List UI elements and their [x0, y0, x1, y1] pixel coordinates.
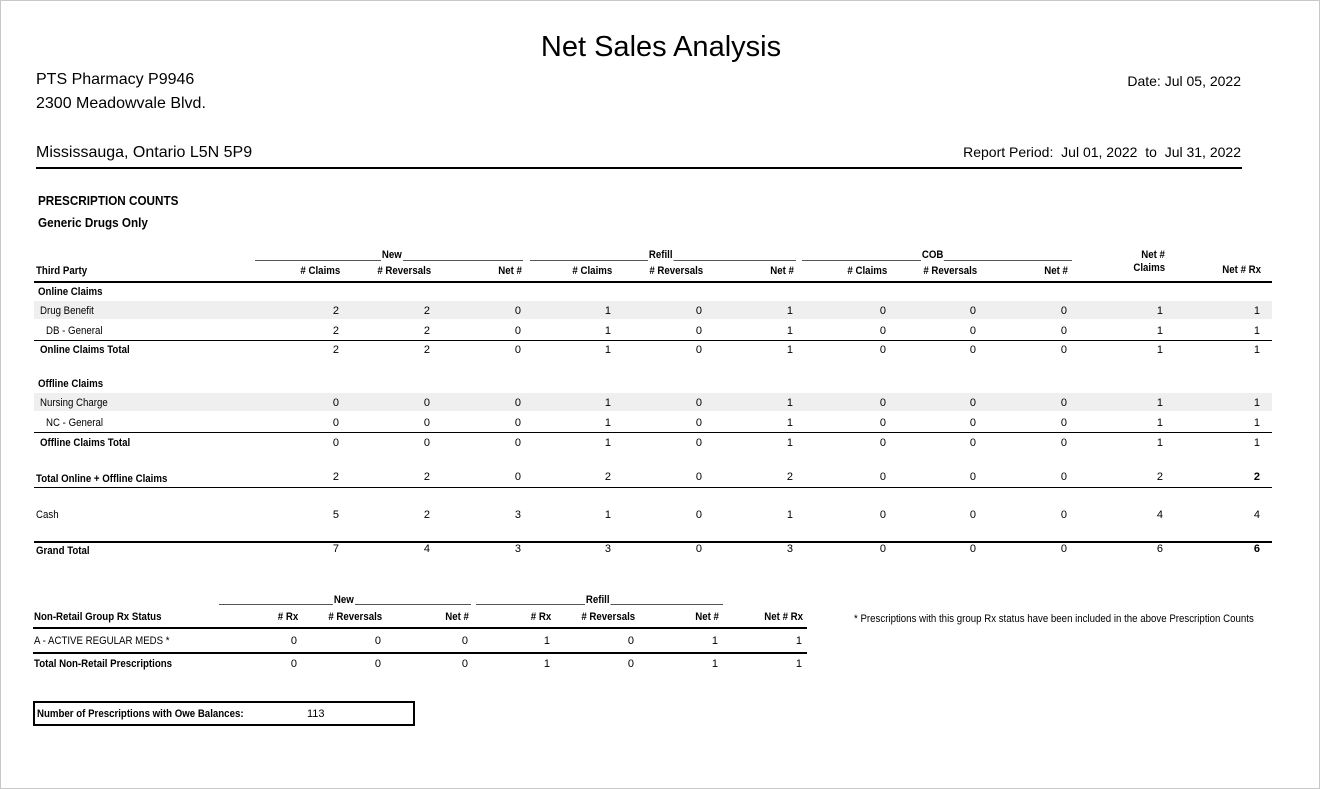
nr-table-cell: 1 — [795, 635, 802, 647]
table-cell: 0 — [695, 397, 702, 409]
table-cell: 0 — [1060, 471, 1067, 483]
nr-table-cell: 0 — [374, 635, 381, 647]
table-cell: 1 — [786, 437, 793, 449]
table-cell: 0 — [969, 417, 976, 429]
table-cell: 0 — [695, 305, 702, 317]
table-cell: 1 — [604, 417, 611, 429]
row-label: Drug Benefit — [40, 305, 94, 317]
table-cell: 0 — [969, 509, 976, 521]
col-header-6: # Claims — [847, 265, 887, 277]
table-cell: 0 — [332, 417, 339, 429]
row-divider — [34, 432, 1272, 433]
nr-table-cell: 0 — [461, 635, 468, 647]
table-cell: 2 — [332, 344, 339, 356]
table-cell: 0 — [695, 437, 702, 449]
table-cell: 2 — [1156, 471, 1163, 483]
report-period — [963, 144, 1241, 160]
table-cell: 2 — [423, 509, 430, 521]
row-label: Grand Total — [36, 545, 90, 557]
row-divider — [34, 340, 1272, 341]
col-header-third-party: Third Party — [36, 265, 88, 277]
pharmacy-address: 2300 Meadowvale Blvd. — [36, 95, 206, 112]
report-date: Date: Jul 05, 2022 — [1127, 73, 1241, 89]
nr-col-header-status: Non-Retail Group Rx Status — [34, 611, 162, 623]
table-cell: 0 — [695, 471, 702, 483]
table-cell: 0 — [423, 397, 430, 409]
table-cell: 1 — [786, 417, 793, 429]
row-divider — [34, 541, 1272, 543]
row-label: Total Online + Offline Claims — [36, 473, 168, 485]
table-cell: 0 — [695, 417, 702, 429]
table-cell: 6 — [1156, 543, 1163, 555]
period-to: Jul 31, 2022 — [1164, 144, 1241, 160]
section-heading: PRESCRIPTION COUNTS — [38, 193, 179, 208]
nr-col-header-5: Net # — [695, 611, 719, 623]
table-cell: 0 — [969, 397, 976, 409]
table-cell: 2 — [423, 325, 430, 337]
table-cell: 1 — [1156, 325, 1163, 337]
table-cell: 4 — [1253, 509, 1260, 521]
table-cell: 0 — [695, 344, 702, 356]
nr-table-cell: 1 — [543, 635, 550, 647]
table-cell: 2 — [332, 305, 339, 317]
table-cell: 0 — [695, 509, 702, 521]
owe-balances-label: Number of Prescriptions with Owe Balances: — [37, 708, 244, 720]
table-cell: 0 — [879, 325, 886, 337]
table-cell: 1 — [1253, 305, 1260, 317]
table-cell: 1 — [604, 437, 611, 449]
table-cell: 1 — [1156, 305, 1163, 317]
table-cell: 1 — [786, 325, 793, 337]
table-cell: 0 — [423, 437, 430, 449]
non-retail-footnote: * Prescriptions with this group Rx status have been included in the above Prescription Counts — [854, 613, 1254, 625]
nr-table-cell: 0 — [461, 658, 468, 670]
table-cell: 2 — [423, 471, 430, 483]
owe-balances-value: 113 — [307, 708, 325, 720]
table-cell: 1 — [604, 509, 611, 521]
table-cell: 0 — [514, 471, 521, 483]
col-header-0: # Claims — [300, 265, 340, 277]
table-cell: 0 — [1060, 509, 1067, 521]
group-header-0: New — [381, 249, 402, 261]
nr-table-cell: 0 — [627, 635, 634, 647]
col-header-7: # Reversals — [923, 265, 977, 277]
table-cell: 0 — [969, 471, 976, 483]
offline-claims-heading: Offline Claims — [38, 378, 104, 390]
table-cell: 0 — [695, 325, 702, 337]
table-cell: 0 — [514, 417, 521, 429]
nr-header-underline — [33, 627, 807, 629]
col-header-net-rx: Net # Rx — [1222, 264, 1261, 276]
table-cell: 0 — [879, 417, 886, 429]
table-cell: 3 — [514, 509, 521, 521]
nr-col-header-2: Net # — [445, 611, 469, 623]
table-cell: 0 — [423, 417, 430, 429]
table-cell: 3 — [786, 543, 793, 555]
table-cell: 1 — [604, 397, 611, 409]
table-cell: 0 — [1060, 417, 1067, 429]
nr-row-label: Total Non-Retail Prescriptions — [34, 658, 173, 670]
pharmacy-city: Mississauga, Ontario L5N 5P9 — [36, 144, 253, 161]
table-cell: 2 — [332, 325, 339, 337]
table-cell: 1 — [1156, 344, 1163, 356]
table-cell: 0 — [1060, 397, 1067, 409]
table-cell: 3 — [604, 543, 611, 555]
table-cell: 0 — [514, 325, 521, 337]
table-cell: 0 — [879, 509, 886, 521]
nr-col-header-1: # Reversals — [328, 611, 382, 623]
table-cell: 0 — [969, 543, 976, 555]
nr-col-header-0: # Rx — [277, 611, 298, 623]
table-cell: 4 — [1156, 509, 1163, 521]
table-cell: 0 — [969, 305, 976, 317]
col-header-5: Net # — [770, 265, 794, 277]
table-cell: 0 — [332, 437, 339, 449]
table-cell: 0 — [879, 397, 886, 409]
table-cell: 0 — [514, 437, 521, 449]
nr-col-header-6: Net # Rx — [764, 611, 803, 623]
nr-table-cell: 0 — [627, 658, 634, 670]
table-cell: 0 — [969, 325, 976, 337]
nr-table-cell: 1 — [711, 658, 718, 670]
col-header-4: # Reversals — [649, 265, 703, 277]
header-divider — [36, 167, 1242, 169]
nr-table-cell: 0 — [290, 635, 297, 647]
table-cell: 0 — [879, 344, 886, 356]
section-subheading: Generic Drugs Only — [38, 215, 148, 230]
col-header-net-claims-2: Claims — [1133, 262, 1165, 274]
table-cell: 2 — [423, 344, 430, 356]
table-cell: 1 — [604, 344, 611, 356]
nr-col-header-4: # Reversals — [581, 611, 635, 623]
nr-col-header-3: # Rx — [530, 611, 551, 623]
table-cell: 1 — [1253, 344, 1260, 356]
table-cell: 1 — [1253, 325, 1260, 337]
table-cell: 0 — [1060, 325, 1067, 337]
table-cell: 0 — [514, 305, 521, 317]
table-cell: 2 — [786, 471, 793, 483]
table-cell: 0 — [879, 543, 886, 555]
table-cell: 0 — [1060, 305, 1067, 317]
period-from: Jul 01, 2022 — [1061, 144, 1138, 160]
table-cell: 0 — [1060, 344, 1067, 356]
online-claims-heading: Online Claims — [38, 286, 103, 298]
table-cell: 0 — [969, 344, 976, 356]
row-label: Offline Claims Total — [40, 437, 131, 449]
table-cell: 0 — [1060, 543, 1067, 555]
nr-group-header-0: New — [333, 594, 354, 606]
col-header-net-claims-1: Net # — [1141, 249, 1165, 261]
table-cell: 1 — [1156, 417, 1163, 429]
table-cell: 0 — [1060, 437, 1067, 449]
period-to-word: to — [1145, 144, 1157, 160]
table-cell: 2 — [1253, 471, 1260, 483]
col-header-1: # Reversals — [377, 265, 431, 277]
report-title: Net Sales Analysis — [540, 31, 782, 63]
period-label: Report Period: — [963, 144, 1054, 160]
header-underline — [34, 281, 1272, 283]
row-label: Online Claims Total — [40, 344, 130, 356]
table-cell: 1 — [786, 397, 793, 409]
col-header-3: # Claims — [572, 265, 612, 277]
table-cell: 0 — [514, 397, 521, 409]
table-cell: 1 — [1156, 437, 1163, 449]
group-header-2: COB — [921, 249, 944, 261]
table-cell: 1 — [1253, 417, 1260, 429]
table-cell: 3 — [514, 543, 521, 555]
table-cell: 0 — [332, 397, 339, 409]
table-cell: 2 — [604, 471, 611, 483]
col-header-8: Net # — [1044, 265, 1068, 277]
table-cell: 6 — [1253, 543, 1260, 555]
nr-row-label: A - ACTIVE REGULAR MEDS * — [34, 635, 170, 647]
table-cell: 2 — [332, 471, 339, 483]
row-label: Cash — [36, 509, 59, 521]
table-cell: 0 — [695, 543, 702, 555]
table-cell: 0 — [969, 437, 976, 449]
nr-table-cell: 1 — [795, 658, 802, 670]
col-header-2: Net # — [498, 265, 522, 277]
row-shade — [34, 393, 1272, 411]
row-shade — [34, 301, 1272, 319]
nr-row-divider — [33, 652, 807, 654]
nr-table-cell: 1 — [711, 635, 718, 647]
nr-table-cell: 0 — [290, 658, 297, 670]
table-cell: 0 — [514, 344, 521, 356]
table-cell: 0 — [879, 437, 886, 449]
row-divider — [34, 487, 1272, 488]
row-label: NC - General — [46, 417, 104, 429]
table-cell: 1 — [1253, 437, 1260, 449]
group-header-1: Refill — [648, 249, 673, 261]
nr-table-cell: 0 — [374, 658, 381, 670]
table-cell: 1 — [1253, 397, 1260, 409]
nr-group-header-1: Refill — [585, 594, 610, 606]
table-cell: 1 — [786, 509, 793, 521]
row-label: DB - General — [46, 325, 103, 337]
row-label: Nursing Charge — [40, 397, 108, 409]
table-cell: 7 — [332, 543, 339, 555]
table-cell: 1 — [1156, 397, 1163, 409]
table-cell: 1 — [604, 325, 611, 337]
table-cell: 2 — [423, 305, 430, 317]
table-cell: 1 — [604, 305, 611, 317]
nr-table-cell: 1 — [543, 658, 550, 670]
pharmacy-name: PTS Pharmacy P9946 — [36, 71, 195, 88]
table-cell: 0 — [879, 471, 886, 483]
table-cell: 5 — [332, 509, 339, 521]
table-cell: 1 — [786, 344, 793, 356]
table-cell: 1 — [786, 305, 793, 317]
owe-balances-box — [33, 701, 415, 726]
table-cell: 0 — [879, 305, 886, 317]
table-cell: 4 — [423, 543, 430, 555]
